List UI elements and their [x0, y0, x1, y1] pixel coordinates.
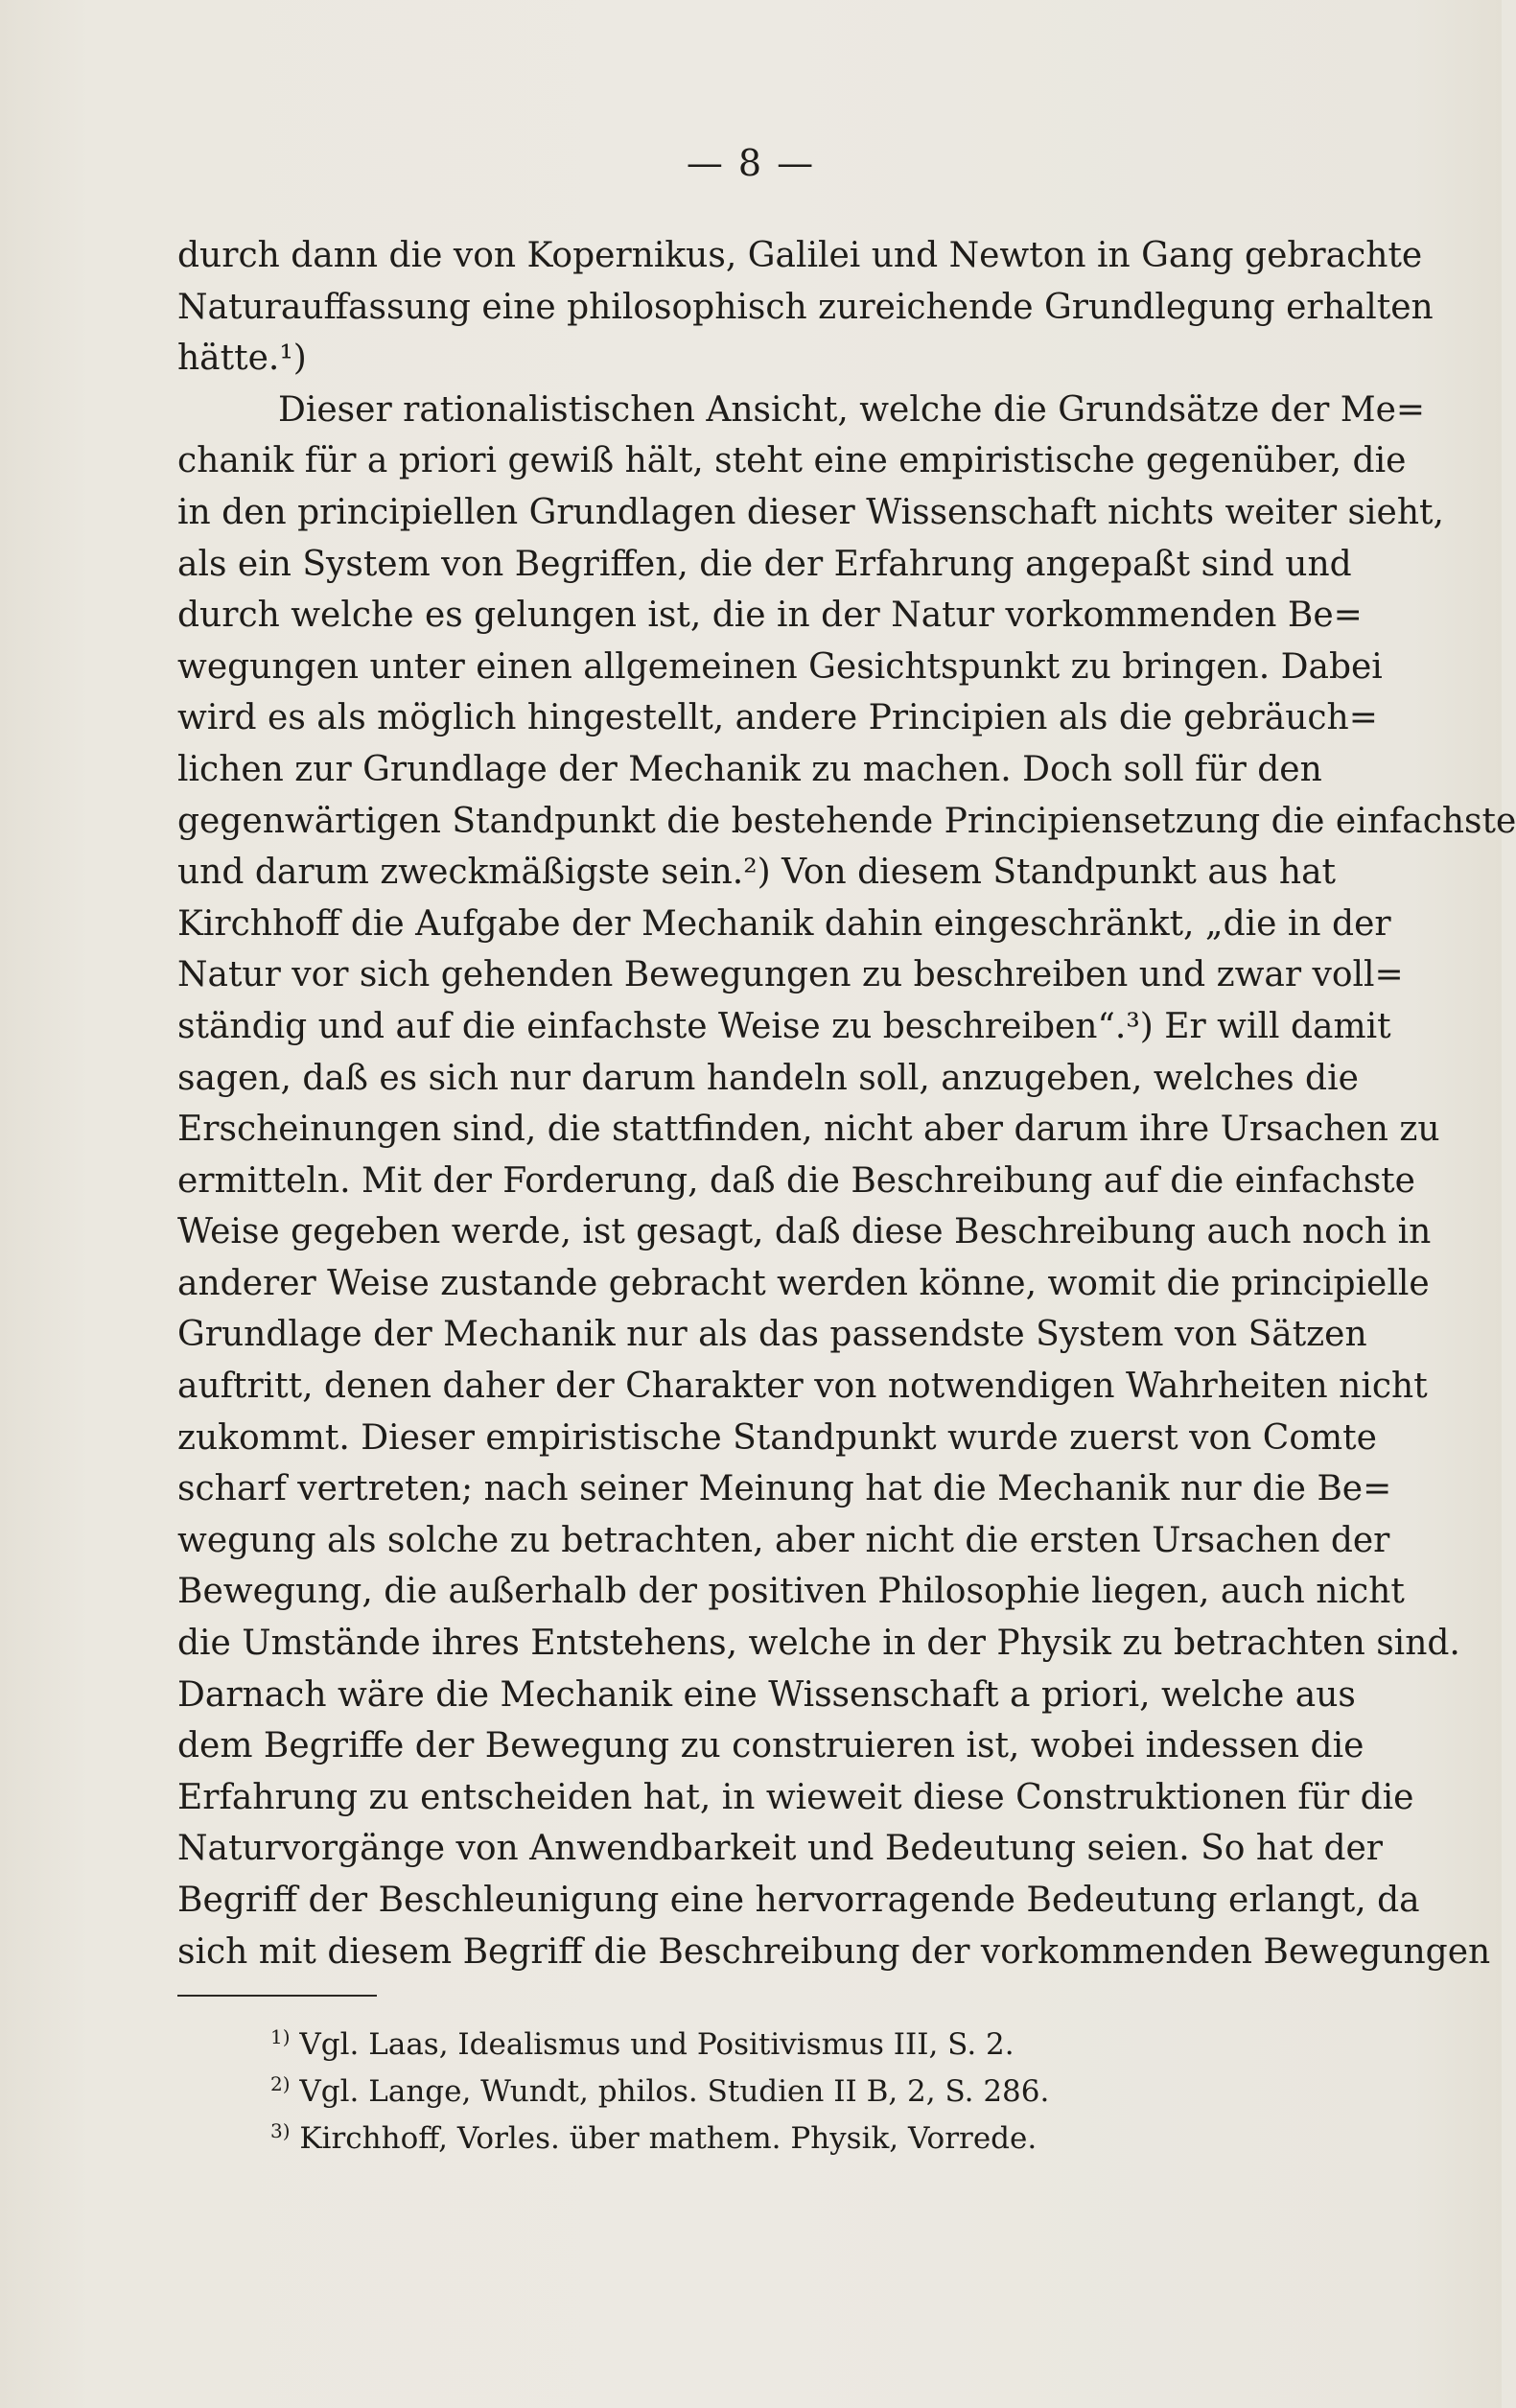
text-line: anderer Weise zustande gebracht werden könne, womit die principielle: [177, 1263, 1430, 1303]
text-line: als ein System von Begriffen, die der Erfahrung angepaßt sind und: [177, 544, 1352, 584]
text-line: Begriff der Beschleunigung eine hervorragende Bedeutung erlangt, da: [177, 1881, 1420, 1920]
text-line: Natur vor sich gehenden Bewegungen zu beschreiben und zwar voll=: [177, 955, 1404, 995]
text-line: Naturvorgänge von Anwendbarkeit und Bedeutung seien. So hat der: [177, 1829, 1384, 1869]
footnote-marker: 1): [270, 2025, 291, 2048]
text-line: Naturauffassung eine philosophisch zureichende Grundlegung erhalten: [177, 287, 1434, 327]
text-line: Bewegung, die außerhalb der positiven Philosophie liegen, auch nicht: [177, 1572, 1405, 1612]
text-line: die Umstände ihres Entstehens, welche in der Physik zu betrachten sind.: [177, 1624, 1460, 1664]
text-line: gegenwärtigen Standpunkt die bestehende Principiensetzung die einfachste: [177, 801, 1516, 841]
text-line: durch dann die von Kopernikus, Galilei und Newton in Gang gebrachte: [177, 236, 1423, 275]
text-line: Kirchhoff die Aufgabe der Mechanik dahin eingeschränkt, „die in der: [177, 903, 1391, 944]
text-line: Darnach wäre die Mechanik eine Wissenschaft a priori, welche aus: [177, 1674, 1356, 1715]
text-line: Grundlage der Mechanik nur als das passendste System von Sätzen: [177, 1315, 1367, 1355]
text-line: sich mit diesem Begriff die Beschreibung der vorkommenden Bewegungen: [177, 1931, 1491, 1972]
text-line: durch welche es gelungen ist, die in der Natur vorkommenden Be=: [177, 596, 1363, 636]
page-number: — 8 —: [686, 142, 816, 184]
text-line: wegung als solche zu betrachten, aber nicht die ersten Ursachen der: [177, 1520, 1390, 1560]
text-line: dem Begriffe der Bewegung zu construieren ist, wobei indessen die: [177, 1726, 1364, 1766]
text-line: Dieser rationalistischen Ansicht, welche die Grundsätze der Me=: [278, 389, 1426, 430]
text-line: wegungen unter einen allgemeinen Gesichtspunkt zu bringen. Dabei: [177, 646, 1383, 687]
text-line: zukommt. Dieser empiristische Standpunkt wurde zuerst von Comte: [177, 1417, 1377, 1458]
text-line: ständig und auf die einfachste Weise zu beschreiben“.³) Er will damit: [177, 1006, 1391, 1046]
text-line: ermitteln. Mit der Forderung, daß die Beschreibung auf die einfachste: [177, 1160, 1415, 1201]
text-line: und darum zweckmäßigste sein.²) Von diesem Standpunkt aus hat: [177, 853, 1337, 893]
footnote-text: Vgl. Lange, Wundt, philos. Studien II B, 2, S. 286.: [299, 2074, 1050, 2109]
footnote-2: [270, 2069, 1229, 2116]
footnote-marker: 3): [270, 2119, 291, 2142]
body-text: [177, 230, 1516, 1977]
footnote-text: Vgl. Laas, Idealismus und Positivismus III, S. 2.: [299, 2027, 1015, 2062]
footnote-text: Kirchhoff, Vorles. über mathem. Physik, Vorrede.: [299, 2121, 1038, 2156]
footnote-divider: [177, 1995, 377, 1997]
text-line: chanik für a priori gewiß hält, steht eine empiristische gegenüber, die: [177, 441, 1407, 481]
text-line: wird es als möglich hingestellt, andere Principien als die gebräuch=: [177, 698, 1378, 738]
text-line: Erfahrung zu entscheiden hat, in wieweit diese Construktionen für die: [177, 1777, 1414, 1817]
text-line: sagen, daß es sich nur darum handeln soll, anzugeben, welches die: [177, 1058, 1359, 1098]
text-line: hätte.¹): [177, 339, 307, 379]
text-line: lichen zur Grundlage der Mechanik zu machen. Doch soll für den: [177, 749, 1322, 789]
footnotes: [270, 2022, 1229, 2163]
text-line: Weise gegeben werde, ist gesagt, daß diese Beschreibung auch noch in: [177, 1212, 1432, 1252]
text-line: in den principiellen Grundlagen dieser Wissenschaft nichts weiter sieht,: [177, 492, 1444, 532]
footnote-1: [270, 2022, 1229, 2069]
footnote-3: [270, 2116, 1229, 2163]
text-line: auftritt, denen daher der Charakter von notwendigen Wahrheiten nicht: [177, 1367, 1428, 1407]
text-line: Erscheinungen sind, die stattfinden, nicht aber darum ihre Ursachen zu: [177, 1110, 1440, 1150]
footnote-marker: 2): [270, 2072, 291, 2095]
text-line: scharf vertreten; nach seiner Meinung hat die Mechanik nur die Be=: [177, 1469, 1392, 1509]
